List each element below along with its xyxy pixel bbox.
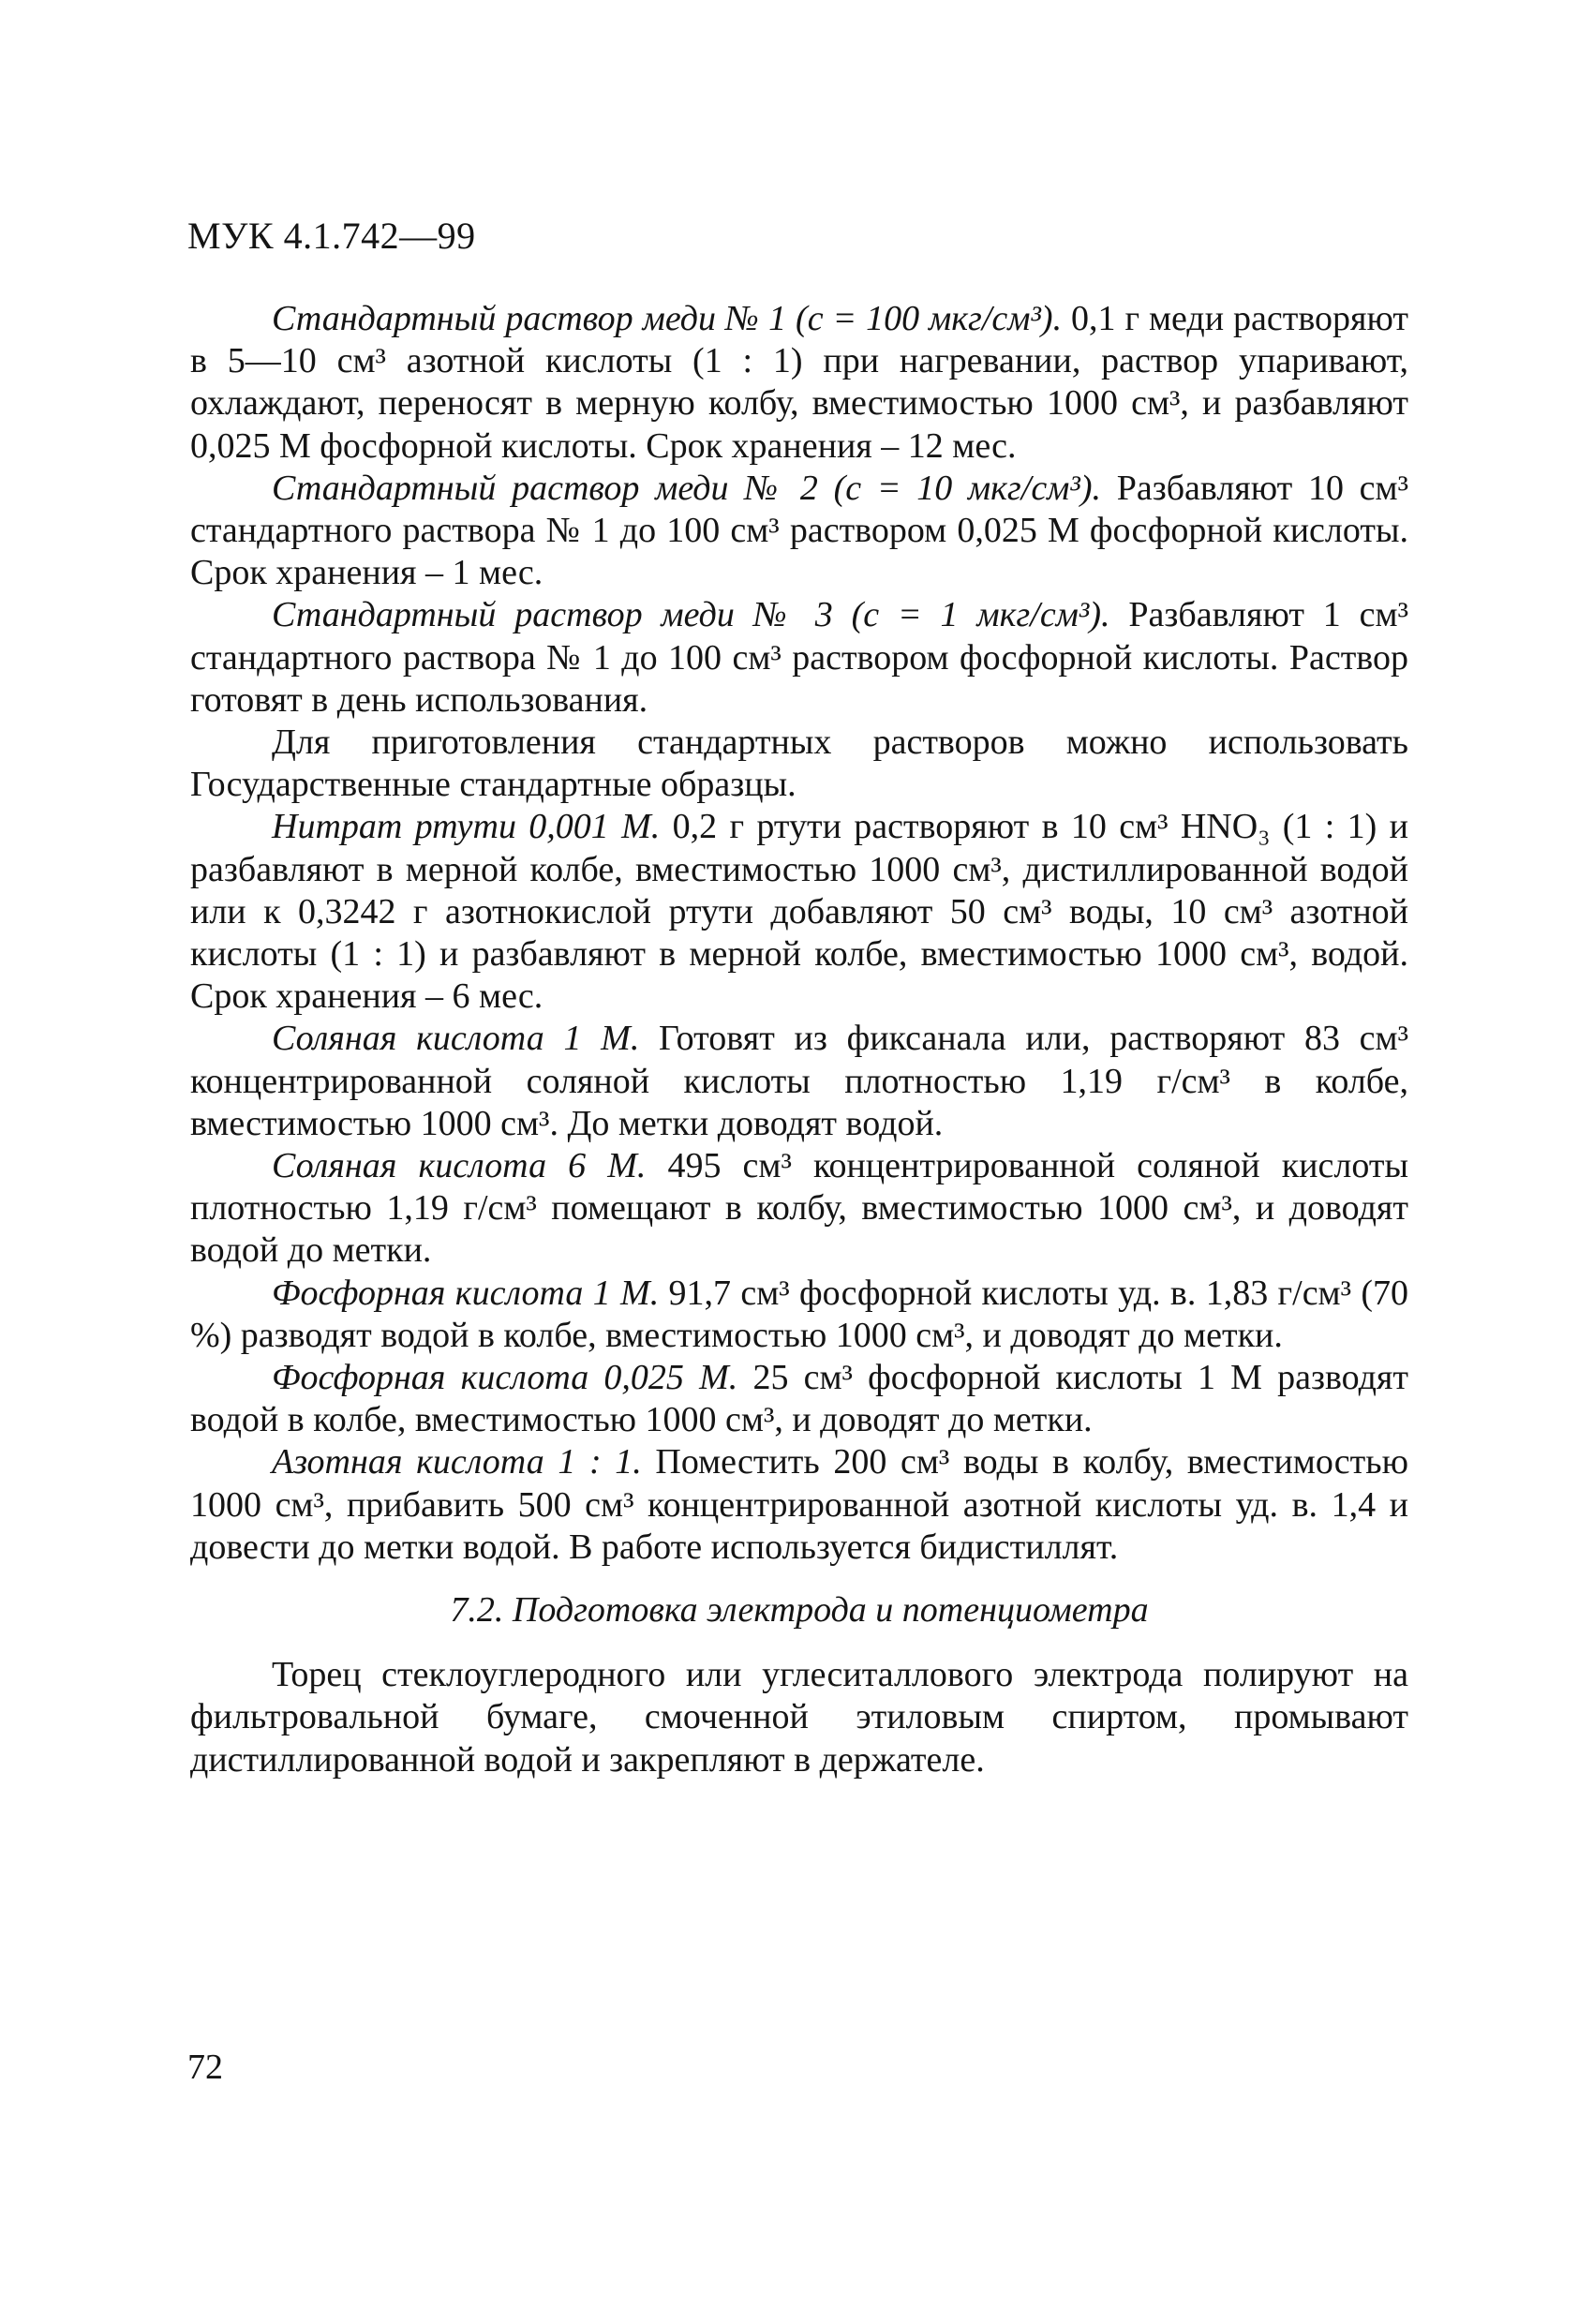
- paragraph-phosphoric-acid-1m: [190, 1273, 1408, 1357]
- paragraph-title: Нитрат ртути 0,001 М.: [272, 807, 661, 847]
- paragraph-state-standard-samples: [190, 722, 1408, 806]
- section-heading: 7.2. Подготовка электрода и потенциометра: [450, 1590, 1149, 1631]
- paragraph-mercury-nitrate: [190, 806, 1408, 1018]
- paragraph-hydrochloric-acid-6m: [190, 1145, 1408, 1273]
- paragraph-text: Торец стеклоуглеродного или углеситаллового электрода полируют на фильтровальной бумаге, смоченной этиловым спиртом, промывают дистиллированной водой и закрепляют в держателе.: [190, 1655, 1408, 1780]
- paragraph-text: 495 см³ концентрированной соляной кислоты плотностью 1,19 г/см³ помещают в колбу, вместимостью 1000 см³, и доводят водой до метки.: [190, 1146, 1408, 1271]
- paragraph-text: Для приготовления стандартных растворов можно использовать Государственные стандартные образцы.: [190, 723, 1408, 805]
- paragraph-title: Фосфорная кислота 1 М.: [272, 1273, 660, 1313]
- paragraph-hydrochloric-acid-1m: [190, 1018, 1408, 1145]
- paragraph-text: Готовят из фиксанала или, растворяют 83 см³ концентрированной соляной кислоты плотностью 1,19 г/см³ в колбе, вместимостью 1000 см³. До метки доводят водой.: [190, 1019, 1408, 1143]
- paragraph-title: Соляная кислота 1 М.: [272, 1019, 640, 1059]
- paragraph-text: 91,7 см³ фосфорной кислоты уд. в. 1,83 г/см³ (70 %) разводят водой в колбе, вместимостью 1000 см³, и доводят до метки.: [190, 1273, 1408, 1355]
- paragraph-text: Разбавляют 10 см³ стандартного раствора № 1 до 100 см³ раствором 0,025 М фосфорной кислоты. Срок хранения – 1 мес.: [190, 468, 1408, 593]
- document-body: [190, 298, 1408, 1781]
- paragraph-title: Азотная кислота 1 : 1.: [272, 1442, 642, 1482]
- paragraph-copper-standard-3: [190, 594, 1408, 722]
- paragraph-text: 0,2 г ртути растворяют в 10 см³ HNO₃ (1 : 1) и разбавляют в мерной колбе, вместимостью 1000 см³, дистиллированной водой или к 0,3242 г азотнокислой ртути добавляют 50 см³ воды, 10 см³ азотной кислоты (1 : 1) и разбавляют в мерной колбе, вместимостью 1000 см³, водой. Срок хранения – 6 мес.: [190, 807, 1408, 1017]
- paragraph-text: Поместить 200 см³ воды в колбу, вместимостью 1000 см³, прибавить 500 см³ концентрированной азотной кислоты уд. в. 1,4 и довести до метки водой. В работе используется бидистиллят.: [190, 1442, 1408, 1567]
- paragraph-title: Соляная кислота 6 М.: [272, 1146, 647, 1186]
- page-number: 72: [187, 2048, 223, 2087]
- paragraph-title: Фосфорная кислота 0,025 М.: [272, 1358, 738, 1398]
- paragraph-title: Стандартный раствор меди № 2 (с = 10 мкг/см³).: [272, 468, 1101, 508]
- paragraph-nitric-acid: [190, 1441, 1408, 1569]
- paragraph-text: 0,1 г меди растворяют в 5—10 см³ азотной кислоты (1 : 1) при нагревании, раствор упаривают, охлаждают, переносят в мерную колбу, вместимостью 1000 см³, и разбавляют 0,025 М фосфорной кислоты. Срок хранения – 12 мес.: [190, 299, 1409, 466]
- paragraph-electrode-preparation: [190, 1654, 1408, 1781]
- paragraph-text: 25 см³ фосфорной кислоты 1 М разводят водой в колбе, вместимостью 1000 см³, и доводят до метки.: [190, 1358, 1408, 1440]
- paragraph-copper-standard-1: [190, 298, 1408, 468]
- paragraph-title: Стандартный раствор меди № 1 (с = 100 мкг/см³).: [272, 299, 1063, 338]
- paragraph-title: Стандартный раствор меди № 3 (с = 1 мкг/см³).: [272, 595, 1110, 635]
- paragraph-phosphoric-acid-0025m: [190, 1357, 1408, 1441]
- paragraph-copper-standard-2: [190, 468, 1408, 595]
- document-code-header: МУК 4.1.742—99: [187, 215, 476, 257]
- paragraph-text: Разбавляют 1 см³ стандартного раствора № 1 до 100 см³ раствором фосфорной кислоты. Раствор готовят в день использования.: [190, 595, 1408, 720]
